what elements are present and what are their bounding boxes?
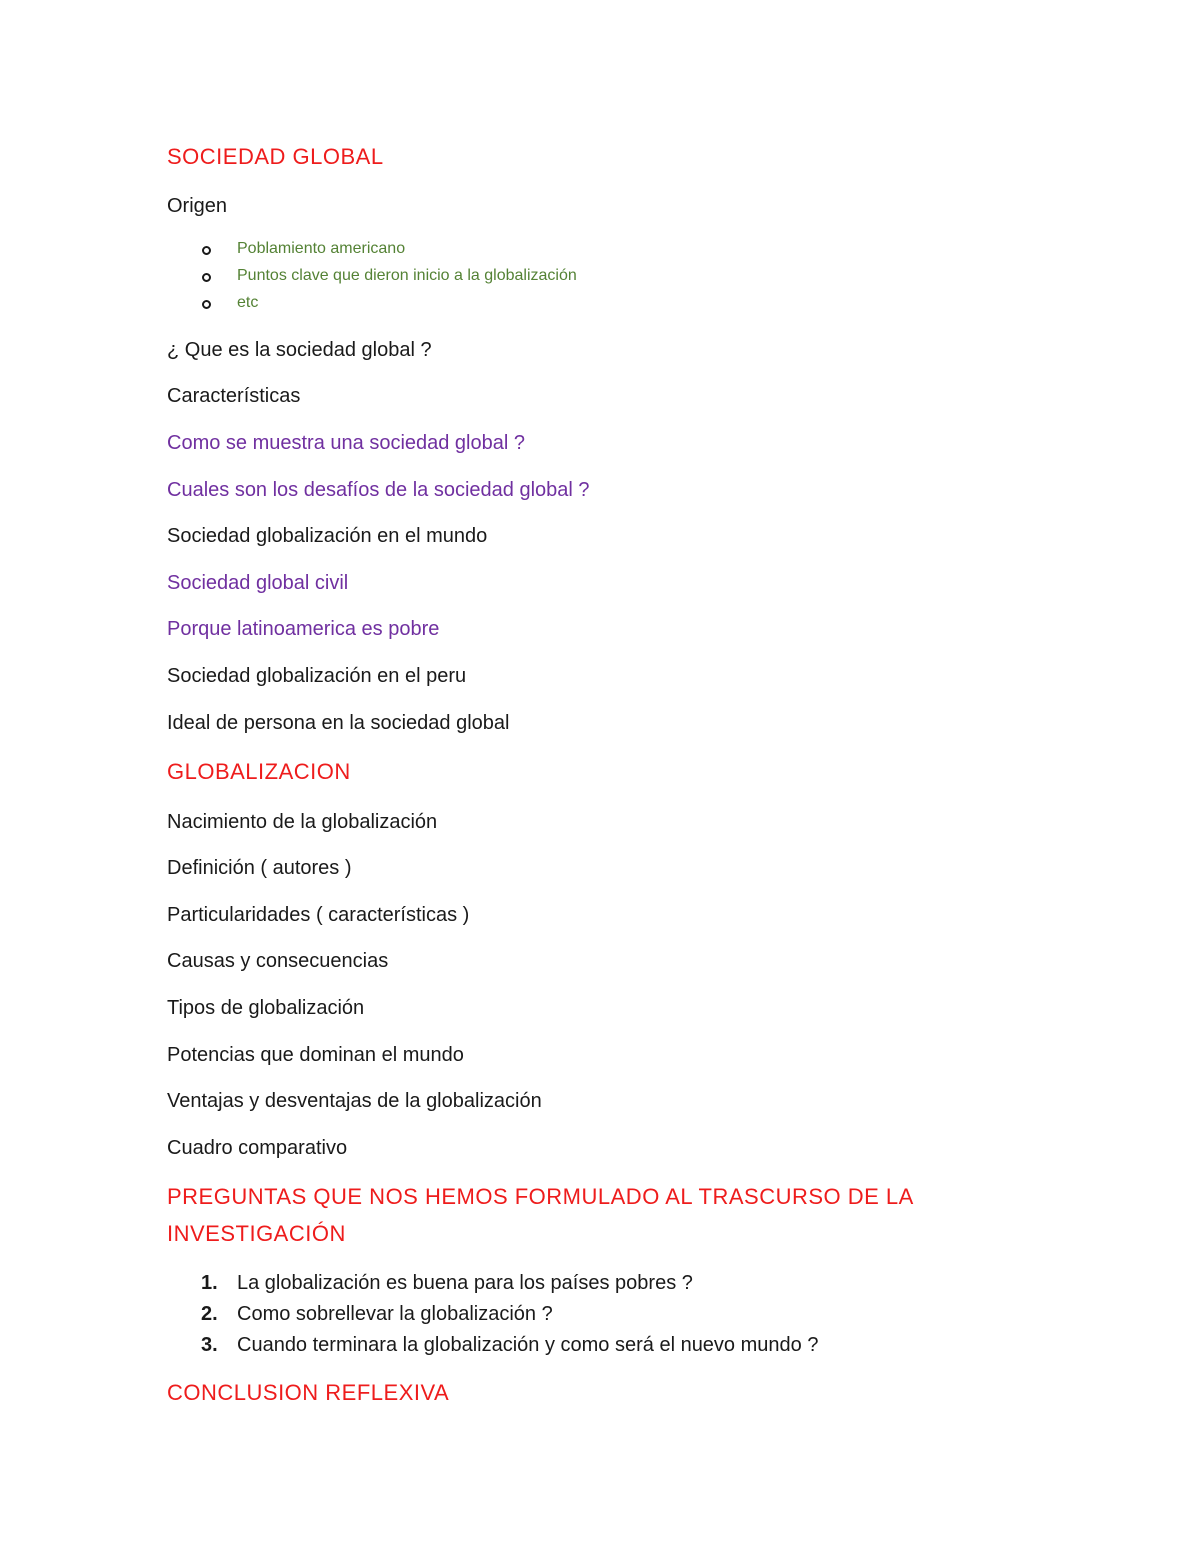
origin-label: Origen — [167, 195, 228, 217]
hollow-bullet-icon — [202, 246, 211, 255]
heading-globalizacion: GLOBALIZACION — [167, 759, 351, 784]
topic-line: Sociedad globalización en el mundo — [167, 525, 488, 547]
topic-line: Causas y consecuencias — [167, 950, 389, 972]
topic-line: Nacimiento de la globalización — [167, 811, 438, 833]
topic-line: Ideal de persona en la sociedad global — [167, 712, 510, 734]
heading-preguntas: PREGUNTAS QUE NOS HEMOS FORMULADO AL TRASCURSO DE LA — [167, 1184, 914, 1209]
question-text: Cuando terminara la globalización y como será el nuevo mundo ? — [237, 1334, 819, 1356]
topic-line: Potencias que dominan el mundo — [167, 1044, 464, 1066]
topic-line: Ventajas y desventajas de la globalización — [167, 1090, 542, 1112]
topic-line: ¿ Que es la sociedad global ? — [167, 339, 432, 361]
topic-line-highlight: Cuales son los desafíos de la sociedad global ? — [167, 479, 590, 501]
topic-line: Definición ( autores ) — [167, 857, 352, 879]
heading-conclusion: CONCLUSION REFLEXIVA — [167, 1380, 450, 1405]
origin-item: Poblamiento americano — [237, 240, 406, 257]
hollow-bullet-icon — [202, 273, 211, 282]
topic-line: Cuadro comparativo — [167, 1137, 348, 1159]
question-text: Como sobrellevar la globalización ? — [237, 1303, 553, 1325]
hollow-bullet-icon — [202, 300, 211, 309]
topic-line: Características — [167, 385, 301, 407]
topic-line-highlight: Porque latinoamerica es pobre — [167, 618, 440, 640]
question-number: 3. — [201, 1334, 218, 1356]
topic-line: Sociedad globalización en el peru — [167, 665, 467, 687]
heading-preguntas-cont: INVESTIGACIÓN — [167, 1221, 346, 1246]
question-number: 1. — [201, 1272, 218, 1294]
topic-line: Particularidades ( características ) — [167, 904, 470, 926]
topic-line: Tipos de globalización — [167, 997, 365, 1019]
question-text: La globalización es buena para los países pobres ? — [237, 1272, 693, 1294]
question-number: 2. — [201, 1303, 218, 1325]
topic-line-highlight: Como se muestra una sociedad global ? — [167, 432, 525, 454]
origin-item: etc — [237, 294, 259, 311]
origin-item: Puntos clave que dieron inicio a la globalización — [237, 267, 577, 284]
topic-line-highlight: Sociedad global civil — [167, 572, 349, 594]
heading-sociedad-global: SOCIEDAD GLOBAL — [167, 144, 384, 169]
